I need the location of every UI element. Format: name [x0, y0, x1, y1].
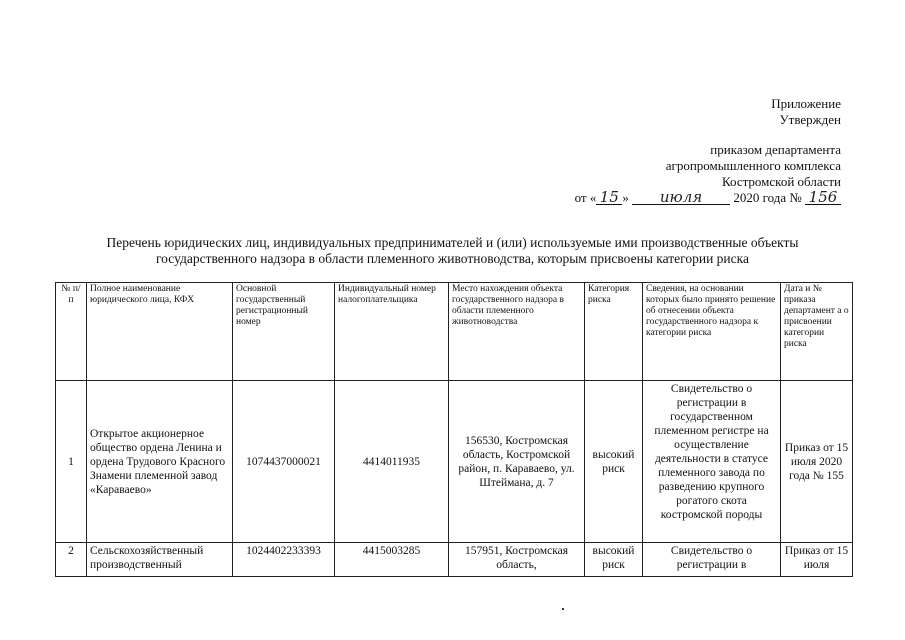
order-prefix: от «	[574, 190, 597, 205]
risk-category-table	[55, 282, 853, 577]
cell-ogrn: 1024402233393	[233, 543, 335, 577]
cell-address: 156530, Костромская область, Костромской район, п. Караваево, ул. Штеймана, д. 7	[449, 381, 585, 543]
approval-line-approved: Утвержден	[779, 112, 841, 127]
cell-risk: высокий риск	[585, 543, 643, 577]
cell-name: Открытое акционерное общество ордена Ленина и ордена Трудового Красного Знамени племенной завод «Караваево»	[87, 381, 233, 543]
cell-num: 2	[56, 543, 87, 577]
cell-order: Приказ от 15 июля 2020 года № 155	[781, 381, 853, 543]
order-date-line	[521, 190, 841, 206]
table-row	[56, 381, 853, 543]
header-inn: Индивидуальный номер налогоплательщика	[335, 283, 449, 381]
approval-line-order: приказом департамента	[710, 142, 841, 157]
cell-num: 1	[56, 381, 87, 543]
header-name: Полное наименование юридического лица, КФХ	[87, 283, 233, 381]
header-ogrn: Основной государственный регистрационный номер	[233, 283, 335, 381]
cell-ogrn: 1074437000021	[233, 381, 335, 543]
header-num: № п/п	[56, 283, 87, 381]
order-number-handwritten: 156	[805, 190, 841, 205]
document-title	[30, 235, 875, 267]
approval-line-department: агропромышленного комплекса	[665, 158, 841, 173]
cell-evidence: Свидетельство о регистрации в	[643, 543, 781, 577]
order-quote-close: »	[622, 190, 629, 205]
title-line-2: государственного надзора в области племенного животноводства, которым присвоены категории риска	[155, 251, 749, 266]
approval-line-region: Костромской области	[721, 174, 841, 189]
header-risk: Категория риска	[585, 283, 643, 381]
cell-inn: 4415003285	[335, 543, 449, 577]
order-year: 2020 года №	[733, 190, 802, 205]
cell-address: 157951, Костромская область,	[449, 543, 585, 577]
header-evidence: Сведения, на основании которых было принято решение об отнесении объекта государственного надзора к категории риска	[643, 283, 781, 381]
header-order: Дата и № приказа департамент а о присвоении категории риска	[781, 283, 853, 381]
order-month-handwritten: июля	[632, 190, 730, 205]
scan-speck	[562, 608, 564, 610]
cell-evidence: Свидетельство о регистрации в государственном племенном регистре на осуществление деятельности в статусе племенного завода по разведению крупного рогатого скота костромской породы	[643, 381, 781, 543]
table-row	[56, 543, 853, 577]
title-line-1: Перечень юридических лиц, индивидуальных предпринимателей и (или) используемые ими производственные объекты	[106, 235, 799, 250]
cell-order: Приказ от 15 июля	[781, 543, 853, 577]
header-address: Место нахождения объекта государственного надзора в области племенного животноводства	[449, 283, 585, 381]
cell-name: Сельскохозяйственный производственный	[87, 543, 233, 577]
cell-inn: 4414011935	[335, 381, 449, 543]
approval-line-appendix: Приложение	[771, 96, 841, 111]
cell-risk: высокий риск	[585, 381, 643, 543]
order-day-handwritten: 15	[596, 190, 622, 205]
approval-block	[521, 96, 841, 206]
table-header-row	[56, 283, 853, 381]
